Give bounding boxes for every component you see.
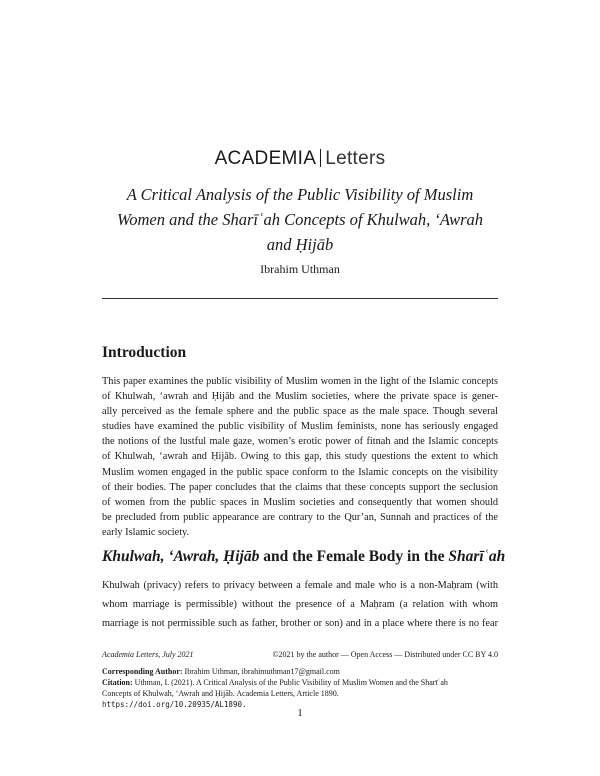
journal-footer <box>102 650 498 659</box>
title-line: and Ḥijāb <box>266 235 334 254</box>
text-line: marriage is not permissible such as father, brother or son) and in a place where there is no fear <box>102 618 498 629</box>
text-line: Khulwah (privacy) refers to privacy between a female and male who is a non-Maḥram (with <box>102 580 498 591</box>
license-notice: ©2021 by the author — Open Access — Distributed under CC BY 4.0 <box>272 650 498 659</box>
author-name: Ibrahim Uthman <box>260 262 340 276</box>
introduction-paragraph <box>102 374 498 540</box>
section-heading-khulwah <box>102 548 505 566</box>
heading-italic-2: Sharīʿah <box>448 548 506 565</box>
paper-title <box>100 182 500 257</box>
citation-line-2: Concepts of Khulwah, ‘Awrah and Ḥijāb. Academia Letters, Article 1890. <box>102 689 339 698</box>
citation <box>102 677 502 688</box>
heading-text: and the Female Body in the <box>259 548 449 565</box>
corresponding-text: Ibrahim Uthman, ibrahimuthman17@gmail.com <box>182 667 340 676</box>
journal-issue: Academia Letters, July 2021 <box>102 650 194 659</box>
text-line: of their bodies. The paper concludes that the claims that these concepts support the seclusion <box>102 481 498 493</box>
text-line: This paper examines the public visibility of Muslim women in the light of the Islamic concepts <box>102 376 498 387</box>
text-line: Muslim women engaged in the public space conform to the Islamic concepts on the visibility <box>102 466 498 478</box>
citation-text: Uthman, I. (2021). A Critical Analysis of the Public Visibility of Muslim Women and the Sharīʿah <box>132 678 448 687</box>
citation-label: Citation: <box>102 678 133 687</box>
title-divider <box>102 298 498 299</box>
title-line: A Critical Analysis of the Public Visibility of Muslim <box>126 185 474 204</box>
page-number: 1 <box>297 707 303 719</box>
text-line: of Khulwah, ‘awrah and Ḥijāb. Owing to this gap, this study questions the extent to which <box>102 451 498 463</box>
corresponding-author <box>102 666 502 677</box>
text-line: ally perceived as the female sphere and the public space as the male space. Though several <box>102 406 498 418</box>
text-line: studies have examined the public visibility of Muslim feminists, none has seriously engaged <box>102 421 498 433</box>
text-line: early Islamic society. <box>102 526 190 538</box>
academia-letters-logo <box>0 148 600 170</box>
text-line: of Khulwah, ‘awrah and Ḥijāb and the Muslim societies, where the private space is gener- <box>102 391 498 403</box>
khulwah-paragraph <box>102 576 498 633</box>
logo-brand: ACADEMIA <box>214 148 317 169</box>
text-line: be precluded from public appearance are contrary to the Qur’an, Sunnah and practices of the <box>102 511 498 523</box>
text-line: the notions of the lustful male gaze, women’s erotic power of fitnah and the Islamic concepts <box>102 436 498 448</box>
section-heading-introduction: Introduction <box>102 344 187 361</box>
title-line: Women and the Sharīʿah Concepts of Khulwah, ‘Awrah <box>116 210 484 229</box>
article-metadata <box>102 666 502 710</box>
logo-section: Letters <box>325 148 386 169</box>
text-line: whom marriage is permissible) without the presence of a Maḥram (a relation with whom <box>102 599 498 610</box>
doi-link[interactable]: https://doi.org/10.20935/AL1890. <box>102 700 247 709</box>
heading-italic: Khulwah, ‘Awrah, Ḥijāb <box>102 548 260 565</box>
logo-divider <box>320 149 321 167</box>
text-line: of women from the public spaces in Muslim societies and consequently that women should <box>102 496 498 508</box>
corresponding-label: Corresponding Author: <box>102 667 183 676</box>
